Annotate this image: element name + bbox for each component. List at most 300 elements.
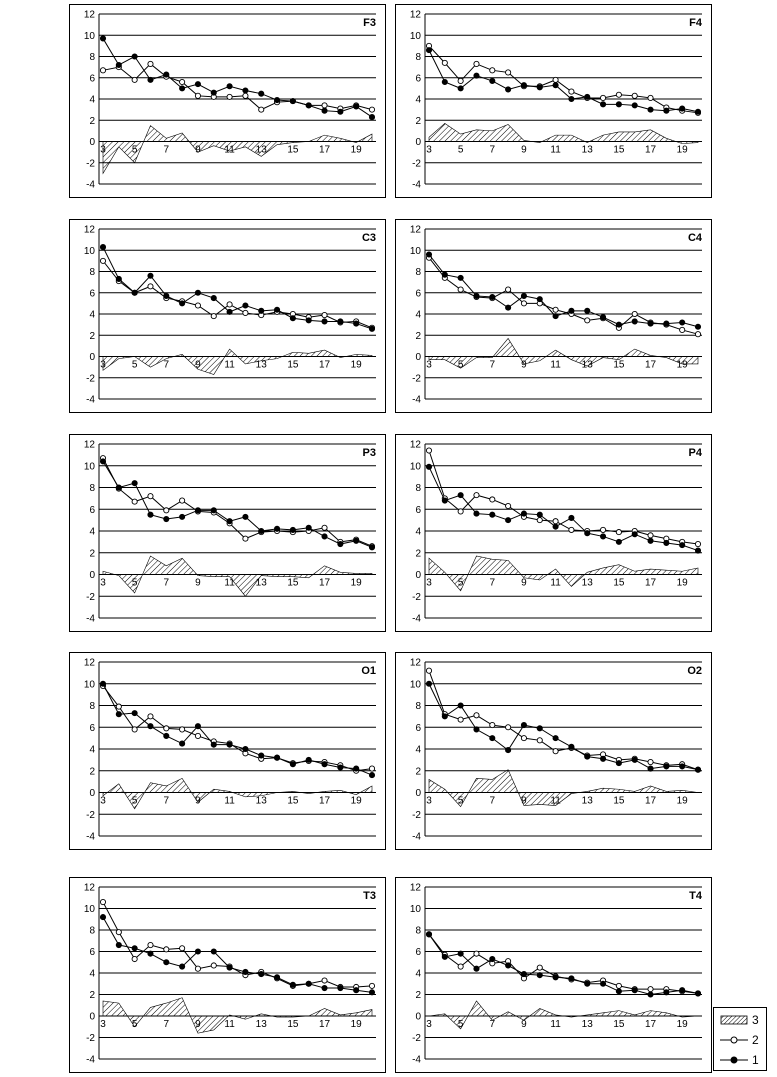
series-1-point xyxy=(195,508,200,513)
x-tick-label: 9 xyxy=(195,359,201,371)
y-tick-label: -4 xyxy=(412,179,421,191)
y-tick-label: -4 xyxy=(412,394,421,406)
series-3-area xyxy=(429,338,698,368)
series-1-point xyxy=(537,297,542,302)
series-2-point xyxy=(490,722,495,727)
x-tick-label: 13 xyxy=(581,359,593,371)
series-2-point xyxy=(490,497,495,502)
y-tick-label: 0 xyxy=(415,1011,421,1023)
series-2-point xyxy=(180,946,185,951)
series-1-point xyxy=(537,973,542,978)
series-1-point xyxy=(680,106,685,111)
series-2-point xyxy=(100,68,105,73)
series-1-point xyxy=(585,308,590,313)
chart-svg xyxy=(395,652,712,850)
series-1-point xyxy=(132,711,137,716)
series-2-line xyxy=(429,934,698,993)
x-tick-label: 17 xyxy=(644,577,657,589)
series-3-area xyxy=(429,556,698,591)
y-tick-label: -4 xyxy=(412,1054,421,1066)
series-2-point xyxy=(569,89,574,94)
series-2-point xyxy=(648,95,653,100)
series-1-point xyxy=(600,981,605,986)
y-tick-label: 12 xyxy=(409,882,421,894)
series-2-point xyxy=(148,942,153,947)
x-tick-label: 7 xyxy=(489,577,496,589)
series-2-point xyxy=(195,303,200,308)
series-1-point xyxy=(521,722,526,727)
series-1-point xyxy=(664,540,669,545)
series-1-point xyxy=(243,88,248,93)
series-1-point xyxy=(132,481,137,486)
series-1-point xyxy=(322,762,327,767)
y-tick-label: 0 xyxy=(415,352,421,363)
x-tick-label: 5 xyxy=(131,359,138,371)
series-2-point xyxy=(132,77,137,82)
series-2-point xyxy=(195,733,200,738)
x-tick-label: 5 xyxy=(457,795,464,807)
series-1-point xyxy=(274,307,279,312)
series-2-point xyxy=(322,978,327,983)
series-1-point xyxy=(680,543,685,548)
series-1-point xyxy=(695,109,700,114)
series-2-point xyxy=(243,310,248,315)
series-1-point xyxy=(306,757,311,762)
series-2-point xyxy=(680,327,685,332)
series-2-point xyxy=(506,70,511,75)
series-1-point xyxy=(426,681,431,686)
series-1-point xyxy=(132,946,137,951)
series-1-point xyxy=(600,534,605,539)
series-1-point xyxy=(322,534,327,539)
x-tick-label: 3 xyxy=(426,795,432,807)
series-2-point xyxy=(243,93,248,98)
y-tick-label: 4 xyxy=(89,526,95,538)
series-1-point xyxy=(569,976,574,981)
x-tick-label: 15 xyxy=(613,577,625,589)
series-2-point xyxy=(553,749,558,754)
y-tick-label: 4 xyxy=(89,744,95,756)
y-tick-label: -4 xyxy=(412,831,421,843)
y-tick-label: 12 xyxy=(83,439,95,451)
series-1-point xyxy=(648,321,653,326)
series-1-point xyxy=(600,102,605,107)
x-tick-label: 3 xyxy=(100,795,106,807)
series-2-point xyxy=(180,498,185,503)
series-1-point xyxy=(195,82,200,87)
series-1-point xyxy=(227,519,232,524)
y-tick-label: 0 xyxy=(89,570,95,581)
series-1-point xyxy=(569,515,574,520)
x-tick-label: 13 xyxy=(581,795,593,807)
x-tick-label: 11 xyxy=(224,795,235,807)
series-2-point xyxy=(600,527,605,532)
series-1-point xyxy=(585,94,590,99)
y-tick-label: 10 xyxy=(83,904,95,915)
series-2-point xyxy=(322,312,327,317)
x-tick-label: 19 xyxy=(350,577,362,589)
series-2-point xyxy=(553,77,558,82)
y-tick-label: 6 xyxy=(89,73,95,85)
series-1-point xyxy=(354,988,359,993)
x-tick-label: 15 xyxy=(287,1019,299,1030)
series-1-point xyxy=(632,988,637,993)
chart-title: P3 xyxy=(362,447,376,459)
series-1-point xyxy=(369,990,374,995)
series-1-point xyxy=(180,301,185,306)
series-2-point xyxy=(490,68,495,73)
series-1-point xyxy=(259,971,264,976)
y-tick-label: 2 xyxy=(89,115,95,127)
series-1-point xyxy=(426,48,431,53)
series-2-point xyxy=(521,301,526,306)
y-tick-label: 6 xyxy=(89,947,95,958)
series-2-point xyxy=(211,314,216,319)
series-2-point xyxy=(195,966,200,971)
series-2-point xyxy=(616,983,621,988)
series-1-point xyxy=(506,87,511,92)
series-1-point xyxy=(354,104,359,109)
chart-svg xyxy=(69,877,386,1073)
series-2-line xyxy=(103,686,372,771)
series-1-point xyxy=(616,989,621,994)
series-1-point xyxy=(585,754,590,759)
series-1-point xyxy=(537,512,542,517)
y-tick-label: 10 xyxy=(409,679,421,691)
x-tick-label: 17 xyxy=(644,795,657,807)
y-tick-label: 8 xyxy=(415,925,421,937)
x-tick-label: 5 xyxy=(457,144,464,156)
y-tick-label: 12 xyxy=(409,9,421,21)
series-1-point xyxy=(148,273,153,278)
x-tick-label: 3 xyxy=(100,577,106,589)
x-tick-label: 9 xyxy=(195,577,201,589)
filled-circle-line-swatch-icon xyxy=(720,1055,748,1065)
series-2-point xyxy=(164,726,169,731)
series-1-point xyxy=(338,765,343,770)
chart-svg xyxy=(69,652,386,850)
series-2-point xyxy=(243,536,248,541)
series-1-point xyxy=(680,320,685,325)
x-tick-label: 5 xyxy=(457,577,464,589)
series-1-point xyxy=(338,319,343,324)
x-tick-label: 19 xyxy=(676,795,688,807)
series-1-point xyxy=(458,951,463,956)
x-tick-label: 7 xyxy=(163,359,170,371)
legend-item-3 xyxy=(718,1012,766,1028)
x-tick-label: 7 xyxy=(489,1019,496,1030)
series-1-point xyxy=(132,290,137,295)
series-2-point xyxy=(458,717,463,722)
series-1-point xyxy=(354,321,359,326)
series-2-point xyxy=(632,311,637,316)
chart-panel-f3 xyxy=(69,4,386,198)
y-tick-label: -2 xyxy=(412,158,421,170)
series-2-point xyxy=(695,541,700,546)
series-2-point xyxy=(132,727,137,732)
series-1-point xyxy=(521,971,526,976)
series-2-point xyxy=(164,947,169,952)
series-1-point xyxy=(100,681,105,686)
x-tick-label: 19 xyxy=(350,1019,362,1030)
series-1-point xyxy=(227,309,232,314)
x-tick-label: 15 xyxy=(613,144,625,156)
y-tick-label: 6 xyxy=(415,73,421,85)
y-tick-label: 6 xyxy=(89,722,95,734)
series-1-point xyxy=(100,244,105,249)
series-1-point xyxy=(664,990,669,995)
chart-svg xyxy=(395,219,712,413)
x-tick-label: 17 xyxy=(318,795,331,807)
series-2-line xyxy=(429,258,698,335)
series-1-point xyxy=(132,54,137,59)
series-1-point xyxy=(164,72,169,77)
y-tick-label: 6 xyxy=(89,288,95,300)
series-1-point xyxy=(490,512,495,517)
x-tick-label: 11 xyxy=(550,1019,561,1030)
x-tick-label: 9 xyxy=(521,577,527,589)
series-1-point xyxy=(616,539,621,544)
chart-svg xyxy=(69,4,386,198)
hatched-area-swatch-icon xyxy=(720,1015,748,1025)
legend-label-2: 2 xyxy=(752,1033,759,1047)
series-3-area xyxy=(103,126,372,174)
series-2-point xyxy=(616,92,621,97)
chart-panel-t3 xyxy=(69,877,386,1073)
x-tick-label: 17 xyxy=(318,359,331,371)
chart-title: C3 xyxy=(361,232,376,244)
series-1-point xyxy=(458,493,463,498)
series-1-point xyxy=(442,79,447,84)
series-2-point xyxy=(632,93,637,98)
series-1-point xyxy=(195,724,200,729)
y-tick-label: 4 xyxy=(415,968,421,980)
series-2-point xyxy=(442,60,447,65)
x-tick-label: 19 xyxy=(676,359,688,371)
series-1-point xyxy=(490,78,495,83)
series-1-point xyxy=(426,252,431,257)
series-1-point xyxy=(338,109,343,114)
series-2-point xyxy=(537,518,542,523)
x-tick-label: 5 xyxy=(131,1019,138,1030)
series-1-point xyxy=(148,77,153,82)
series-1-point xyxy=(616,102,621,107)
series-1-point xyxy=(164,960,169,965)
series-2-line xyxy=(429,46,698,113)
x-tick-label: 13 xyxy=(255,144,267,156)
series-2-point xyxy=(458,287,463,292)
series-1-point xyxy=(537,85,542,90)
x-tick-label: 13 xyxy=(581,1019,593,1030)
x-tick-label: 9 xyxy=(521,1019,527,1030)
y-tick-label: 8 xyxy=(89,701,95,712)
series-1-point xyxy=(585,531,590,536)
series-1-point xyxy=(274,97,279,102)
series-2-point xyxy=(322,103,327,108)
series-1-point xyxy=(306,981,311,986)
x-tick-label: 15 xyxy=(287,577,299,589)
series-2-point xyxy=(148,714,153,719)
chart-panel-o2 xyxy=(395,652,712,850)
series-1-point xyxy=(695,991,700,996)
chart-title: O1 xyxy=(361,665,376,677)
series-1-point xyxy=(490,294,495,299)
series-1-point xyxy=(680,764,685,769)
x-tick-label: 9 xyxy=(521,144,527,156)
series-1-point xyxy=(506,518,511,523)
series-2-point xyxy=(369,107,374,112)
x-tick-label: 15 xyxy=(613,359,625,371)
x-tick-label: 11 xyxy=(550,795,561,807)
series-2-point xyxy=(426,668,431,673)
series-1-point xyxy=(259,91,264,96)
series-1-point xyxy=(322,108,327,113)
y-tick-label: 12 xyxy=(409,224,421,236)
y-tick-label: 4 xyxy=(89,968,95,980)
x-tick-label: 19 xyxy=(350,795,362,807)
series-2-point xyxy=(369,983,374,988)
y-tick-label: 2 xyxy=(415,548,421,560)
series-1-point xyxy=(521,83,526,88)
series-2-point xyxy=(600,95,605,100)
series-1-point xyxy=(290,316,295,321)
series-2-point xyxy=(259,107,264,112)
y-tick-label: 8 xyxy=(415,52,421,63)
y-tick-label: 10 xyxy=(409,30,421,42)
series-1-point xyxy=(195,949,200,954)
x-tick-label: 9 xyxy=(195,144,201,156)
y-tick-label: 0 xyxy=(415,570,421,581)
series-1-point xyxy=(553,83,558,88)
y-tick-label: 2 xyxy=(89,990,95,1001)
x-tick-label: 15 xyxy=(613,1019,625,1030)
series-1-line xyxy=(429,934,698,994)
series-2-point xyxy=(474,61,479,66)
y-tick-label: 10 xyxy=(83,461,95,473)
series-1-line xyxy=(429,255,698,327)
series-1-point xyxy=(553,314,558,319)
x-tick-label: 13 xyxy=(255,359,267,371)
chart-panel-t4 xyxy=(395,877,712,1073)
y-tick-label: 4 xyxy=(415,526,421,538)
x-tick-label: 17 xyxy=(644,1019,657,1030)
series-1-point xyxy=(695,767,700,772)
series-1-point xyxy=(116,942,121,947)
y-tick-label: -2 xyxy=(86,373,95,385)
series-1-point xyxy=(458,275,463,280)
series-2-point xyxy=(322,525,327,530)
series-2-point xyxy=(506,503,511,508)
y-tick-label: -4 xyxy=(86,394,95,406)
chart-panel-c4 xyxy=(395,219,712,413)
series-1-point xyxy=(553,736,558,741)
series-1-point xyxy=(585,981,590,986)
x-tick-label: 15 xyxy=(287,144,299,156)
chart-title: F3 xyxy=(363,17,376,29)
chart-title: C4 xyxy=(687,232,702,244)
series-1-point xyxy=(553,524,558,529)
series-1-point xyxy=(322,319,327,324)
series-1-point xyxy=(274,526,279,531)
series-1-point xyxy=(148,512,153,517)
y-tick-label: 10 xyxy=(83,245,95,257)
x-tick-label: 3 xyxy=(426,1019,432,1030)
series-1-point xyxy=(274,755,279,760)
series-1-point xyxy=(338,985,343,990)
series-1-point xyxy=(369,545,374,550)
x-tick-label: 3 xyxy=(426,359,432,371)
series-1-point xyxy=(338,541,343,546)
series-1-point xyxy=(648,107,653,112)
series-1-point xyxy=(116,485,121,490)
y-tick-label: 10 xyxy=(83,30,95,42)
series-1-point xyxy=(506,747,511,752)
x-tick-label: 11 xyxy=(224,1019,235,1030)
series-1-point xyxy=(521,511,526,516)
y-tick-label: 8 xyxy=(89,925,95,937)
series-1-point xyxy=(632,319,637,324)
series-1-point xyxy=(426,464,431,469)
series-1-point xyxy=(116,712,121,717)
y-tick-label: 4 xyxy=(89,94,95,106)
x-tick-label: 5 xyxy=(457,1019,464,1030)
y-tick-label: 8 xyxy=(415,483,421,494)
series-1-point xyxy=(369,773,374,778)
chart-title: P4 xyxy=(688,447,702,459)
y-tick-label: 2 xyxy=(89,548,95,560)
y-tick-label: 6 xyxy=(415,288,421,300)
series-1-point xyxy=(569,96,574,101)
series-2-point xyxy=(458,509,463,514)
series-2-point xyxy=(506,725,511,730)
y-tick-label: -2 xyxy=(412,809,421,821)
x-tick-label: 7 xyxy=(489,144,496,156)
series-1-point xyxy=(369,114,374,119)
series-1-point xyxy=(180,741,185,746)
y-tick-label: 2 xyxy=(415,115,421,127)
series-1-point xyxy=(506,963,511,968)
series-1-point xyxy=(211,742,216,747)
series-3-area xyxy=(103,998,372,1033)
series-2-point xyxy=(132,499,137,504)
series-1-point xyxy=(474,966,479,971)
y-tick-label: 12 xyxy=(83,224,95,236)
series-1-point xyxy=(164,293,169,298)
x-tick-label: 19 xyxy=(350,359,362,371)
legend-item-2 xyxy=(718,1032,766,1048)
y-tick-label: 2 xyxy=(415,766,421,778)
x-tick-label: 9 xyxy=(521,795,527,807)
y-tick-label: 0 xyxy=(89,352,95,363)
x-tick-label: 17 xyxy=(318,1019,331,1030)
series-1-point xyxy=(100,915,105,920)
x-tick-label: 11 xyxy=(550,359,561,371)
y-tick-label: 2 xyxy=(415,330,421,342)
series-1-point xyxy=(180,514,185,519)
series-1-point xyxy=(648,992,653,997)
series-1-point xyxy=(100,459,105,464)
series-1-point xyxy=(648,766,653,771)
x-tick-label: 7 xyxy=(163,1019,170,1030)
series-1-point xyxy=(306,318,311,323)
series-1-point xyxy=(664,108,669,113)
x-tick-label: 13 xyxy=(581,577,593,589)
series-2-point xyxy=(426,448,431,453)
series-2-point xyxy=(100,899,105,904)
series-1-point xyxy=(227,84,232,89)
y-tick-label: 12 xyxy=(83,9,95,21)
series-1-point xyxy=(490,736,495,741)
